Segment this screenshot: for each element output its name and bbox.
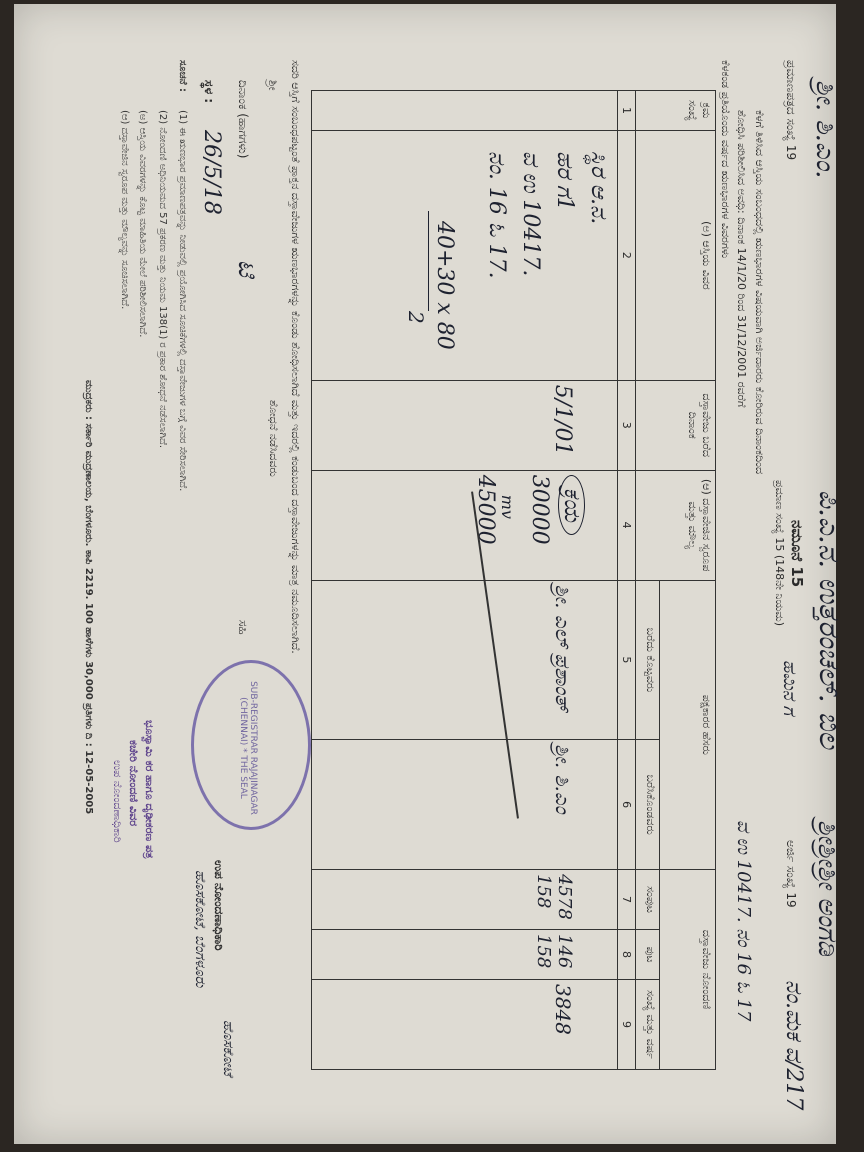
form-number: ಪ್ರಮಾಣ ಸಂಖ್ಯೆ 15 (148ನೇ ನಿಯಮ) [773, 480, 786, 627]
note-3: (ಅ) ಆಸ್ತಿಯ ವಿವರಗಳನ್ನು ಕೊಟ್ಟ ಮಾಹಿತಿಯ ಮೇಲೆ ಪರಿಶೀಲಿಸಲಾಗಿದೆ. [137, 110, 148, 338]
nature-cell [312, 470, 618, 580]
certificate-number-label: ಪ್ರಮಾಣಪತ್ರದ ಸಂಖ್ಯೆ 19 [784, 60, 798, 161]
handwritten-survey-number: ವ ಉ 10417. ನಂ 16 ಓ 17 [733, 820, 754, 1022]
notes-title: ಸೂಚನೆ : [177, 60, 188, 92]
header-serial: ಕ್ರಮ ಸಂಖ್ಯೆ [636, 91, 716, 131]
header-property: (ಅ) ಆಸ್ತಿಯ ವಿವರ [636, 130, 716, 380]
property-line-2: ಹರ ಗ1 [552, 150, 577, 211]
table-row [312, 91, 618, 1070]
document-value: 30000 [527, 474, 552, 545]
signature-label: ಸಹಿ [236, 620, 250, 635]
handwritten-name: ಶ್ರೀ. ಶಿ.ಎಂ. [810, 80, 840, 179]
application-number-label: ಅರ್ಜಿ ಸಂಖ್ಯೆ 19 [784, 840, 798, 908]
header-parties-group: ಪಕ್ಷಕಾರರ ಹೆಸರು [660, 580, 716, 869]
page-number-2: 158 [533, 934, 554, 969]
number-year-cell [312, 980, 618, 1070]
place-label: ಸ್ಥಳ : [202, 80, 216, 104]
handwritten-date: 26/5/18 [199, 130, 224, 215]
application-number-value: ನಂ.ಮಕ ವ/217 [781, 980, 806, 1111]
page-number: 146 [554, 934, 575, 969]
document-date: 5/1/01 [550, 384, 575, 456]
note-4: (ಆ) ದಸ್ತಾವೇಜಿನ ಸ್ವರೂಪ ಮತ್ತು ಮೌಲ್ಯವನ್ನು ಸೂಚಿಸಲಾಗಿದೆ. [119, 110, 130, 310]
header-nature-value: (ಆ) ದಸ್ತಾವೇಜಿನ ಸ್ವರೂಪ ಮತ್ತು ಮೌಲ್ಯ [636, 470, 716, 580]
col-number-3: 3 [618, 380, 636, 470]
col-number-1: 1 [618, 91, 636, 131]
executant-name: ಶ್ರೀ. ಎಲ್ ಪ್ರಶಾಂತ್ [551, 584, 575, 712]
header-claimant: ಬರೆಸಿಕೊಂಡವರು [636, 740, 660, 870]
encumbrance-table [311, 90, 716, 1070]
claimant-name: ಶ್ರೀ. ಶಿ.ಎಂ [551, 744, 575, 814]
search-by-label: ಶ್ರೀ [266, 80, 280, 91]
place-handwritten: ಹೊಸಕೋಟೆ [220, 1020, 236, 1077]
registration-number: 3848 [551, 984, 575, 1035]
market-value: 45000 [473, 474, 498, 545]
property-line-3: ವ ಉ 10417. [518, 150, 543, 277]
property-math-denominator: 2 [404, 211, 429, 311]
header-volume: ಸಂಪುಟ [636, 870, 660, 930]
period-text: ಶೋಧಿಸಿ ಪರಿಶೀಲಿಸಿದ ಅವಧಿ: ದಿನಾಂಕ 14/1/20 ರಿಂದ 31/12/2001 ರವರೆಗೆ [735, 110, 748, 408]
market-value-label: mv [498, 494, 517, 519]
handwritten-right: ಶ್ರೀಶ್ರೀಶ್ರೀ ಅಂಗಡಿ [812, 820, 842, 957]
rotated-form [36, 20, 856, 1140]
document-paper [14, 4, 846, 1144]
note-2: (2) ನೋಂದಣಿ ಅಧಿನಿಯಮದ 57 ಪ್ರಕರಣ ಮತ್ತು ನಿಯಮ 138(1) ರ ಪ್ರಕಾರ ಶೋಧನೆ ನಡೆಸಲಾಗಿದೆ. [157, 110, 168, 449]
col-number-4: 4 [618, 470, 636, 580]
col-number-7: 7 [618, 870, 636, 930]
executant-cell [312, 580, 618, 740]
purple-stamp-line1: ಭೂಸ್ವಾಮಿ ಕರ ಹಾಗೂ ದೃಢೀಕರಣ ಪತ್ರ [143, 720, 156, 859]
form-title: ನಮೂನೆ 15 [788, 520, 806, 588]
property-line-1: ಸ್ಥಿರ ಆ.ನ. [586, 150, 611, 225]
seal-text: SUB-REGISTRAR RAJAJINAGAR (CHENNAI) * THE SEAL [238, 681, 258, 815]
property-line-4: ನಂ. 16 ಓ 17. [484, 150, 509, 279]
footer-statement: ಸದರಿ ಆಸ್ತಿಗೆ ಸಂಬಂಧಪಟ್ಟಂತೆ ಪ್ರಾಕ್ತನ ದಸ್ತಾವೇಜುಗಳ ಋಣಭಾರಗಳನ್ನು ಕೊಂಡು ಶೋಧಿಸಲಾಗಿದೆ ಮತ್ತು ಇದರಲ್ಲಿ ಕಂಡುಬಂದ ದಸ್ತಾವೇಜುಗಳನ್ನು ಮಾತ್ರ ನಮೂದಿಸಲಾಗಿದೆ. [289, 60, 302, 654]
col-number-8: 8 [618, 930, 636, 980]
sub-registrar-place: ಹೊಸಕೋಟೆ, ಬೆಂಗಳೂರು [192, 870, 208, 988]
printer-line: ಮುದ್ರಕರು : ಸರ್ಕಾರಿ ಮುದ್ರಣಾಲಯ, ಬೆಂಗಳೂರು. ಕಾಪಿ 2219. 100 ಹಾಳೆಗಳು 30,000 ಪ್ರತಿಗಳು ದಿ : 12-05-2005 [83, 380, 94, 815]
property-math: 40+30 x 80 [432, 220, 457, 350]
handwritten-handle: ಹಮಿನ ಗ [779, 660, 800, 716]
purple-stamp-line3: ಉಪ ನೋಂದಣಾಧಿಕಾರಿ [111, 760, 124, 843]
column-caption: ಕೆಳಕಂಡ ಪ್ರತಿಯೊಂದು ವರ್ಷದ ಋಣಭಾರಗಳ ವಿವರಗಳು [719, 60, 732, 259]
page-cell [312, 930, 618, 980]
volume-number-2: 158 [533, 874, 554, 909]
volume-number: 4578 [554, 874, 575, 920]
handwritten-title: ಪಿ.ಎ.ನ. ಉತ್ತರಂಚಲ್. ಬಿಲ [813, 490, 846, 749]
header-executant: ಬರೆದು ಕೊಟ್ಟವರು [636, 580, 660, 740]
header-number-year: ಸಂಖ್ಯೆ ಮತ್ತು ವರ್ಷ [636, 980, 660, 1070]
col-number-9: 9 [618, 980, 636, 1070]
intro-text: ಕೆಳಗೆ ತಿಳಿಸಿದ ಆಸ್ತಿಯ ಸಂಬಂಧದಲ್ಲಿ ಋಣಭಾರಗಳ ವಿಷಯವಾಗಿ ಅರ್ಜಿದಾರರು ಕೋರಿರುವ ದಿನಾಂಕದಿಂದ [753, 110, 766, 475]
official-seal [191, 660, 311, 830]
property-cell [312, 130, 618, 380]
sub-registrar-signature: ಉಪ ನೋಂದಣಾಧಿಕಾರಿ [212, 860, 226, 951]
purple-stamp-line2: ಕಚೇರಿ ನೋಂದಣಿ ವಿವರ [127, 740, 140, 827]
header-register-group: ದಸ್ತಾವೇಜು ನೋಂದಣಿ [660, 870, 716, 1070]
header-page: ಪುಟ [636, 930, 660, 980]
date-cell [312, 380, 618, 470]
col-number-6: 6 [618, 740, 636, 870]
handwritten-sig-small: ಟಿ [232, 260, 262, 277]
volume-cell [312, 870, 618, 930]
document-type: ಕ್ರಯ [558, 475, 585, 535]
header-date: ದಸ್ತಾವೇಜು ಬರೆದ ದಿನಾಂಕ [636, 380, 716, 470]
date-label: ದಿನಾಂಕ (ಹಾಗಗಳು) [236, 80, 250, 159]
claimant-cell [312, 740, 618, 870]
col-number-2: 2 [618, 130, 636, 380]
col-number-5: 5 [618, 580, 636, 740]
searched-by-label: ಶೋಧನೆ ನಡೆಸಿದವರು [267, 400, 280, 477]
note-1: (1) ಈ ಋಣಭಾರ ಪ್ರಮಾಣಪತ್ರವನ್ನು ನೀಡುವಲ್ಲಿ ಪ್ರಯೋಗಿಸಿದ ಸೂಚಿಕೆಗಳಲ್ಲಿ ದಸ್ತಾವೇಜುಗಳ ಬಗ್ಗೆ ವಿವರ ಸೇರಿಸಲಾಗಿದೆ. [177, 110, 188, 492]
